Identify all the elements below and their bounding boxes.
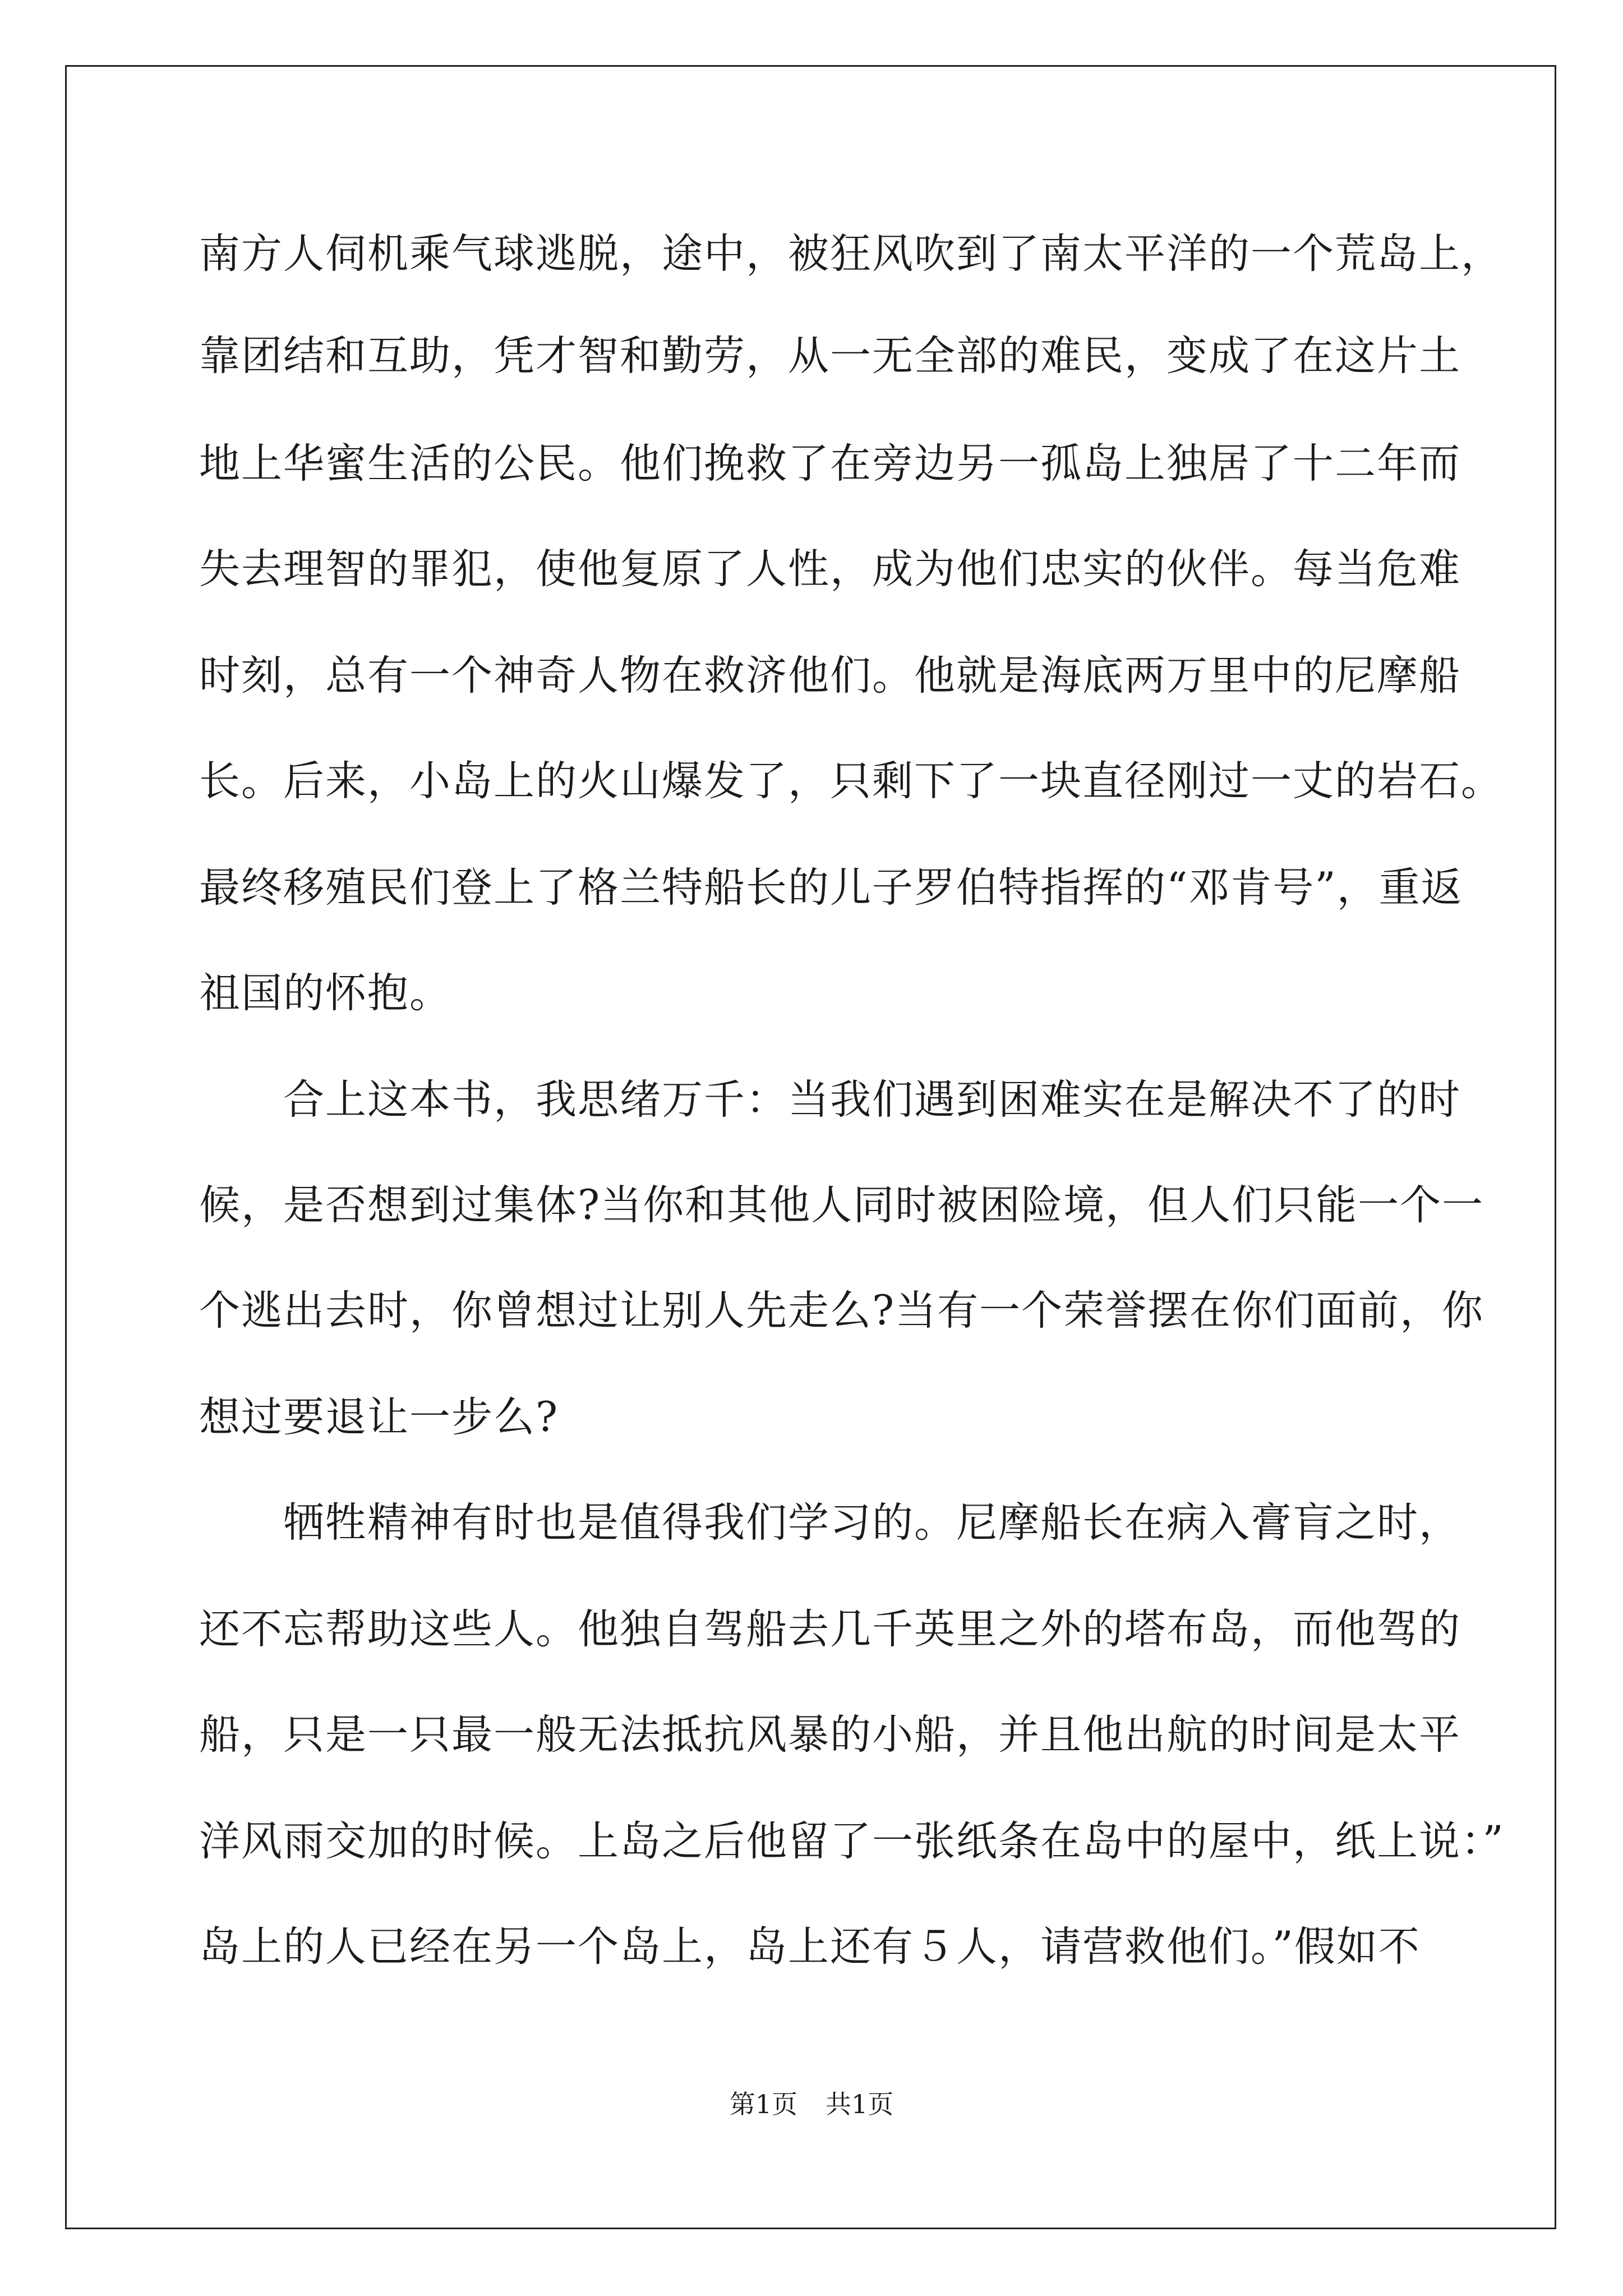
text-line: 祖国的怀抱。	[199, 969, 451, 1017]
text-line: 长。后来，小岛上的火山爆发了，只剩下了一块直径刚过一丈的岩石。	[199, 757, 1503, 805]
text-line: 候，是否想到过集体?当你和其他人同时被困险境，但人们只能一个一	[199, 1181, 1484, 1229]
text-line: 船，只是一只最一般无法抵抗风暴的小船，并且他出航的时间是太平	[199, 1711, 1461, 1759]
text-line: 洋风雨交加的时候。上岛之后他留了一张纸条在岛中的屋中，纸上说：”	[199, 1818, 1505, 1865]
text-line: 岛上的人已经在另一个岛上，岛上还有５人，请营救他们。”假如不	[199, 1923, 1421, 1971]
text-line: 合上这本书，我思绪万千：当我们遇到困难实在是解决不了的时	[199, 1076, 1461, 1124]
page-frame	[65, 65, 1556, 2229]
text-line: 牺牲精神有时也是值得我们学习的。尼摩船长在病入膏肓之时，	[199, 1499, 1461, 1547]
text-line: 个逃出去时，你曾想过让别人先走么?当有一个荣誉摆在你们面前，你	[199, 1287, 1484, 1335]
page-total: 共1页	[826, 2089, 894, 2119]
text-line: 最终移殖民们登上了格兰特船长的儿子罗伯特指挥的“邓肯号”，重返	[199, 864, 1463, 912]
text-line: 想过要退让一步么?	[199, 1393, 559, 1441]
text-line: 时刻，总有一个神奇人物在救济他们。他就是海底两万里中的尼摩船	[199, 652, 1461, 700]
page-number: 第1页	[729, 2089, 797, 2119]
text-line: 南方人伺机乘气球逃脱，途中，被狂风吹到了南太平洋的一个荒岛上，	[199, 230, 1503, 278]
text-line: 地上华蜜生活的公民。他们挽救了在旁边另一孤岛上独居了十二年而	[199, 440, 1461, 487]
text-line: 靠团结和互助，凭才智和勤劳，从一无全部的难民，变成了在这片土	[199, 332, 1461, 380]
text-line: 失去理智的罪犯，使他复原了人性，成为他们忠实的伙伴。每当危难	[199, 545, 1461, 593]
text-line: 还不忘帮助这些人。他独自驾船去几千英里之外的塔布岛，而他驾的	[199, 1605, 1461, 1653]
page-footer	[0, 2091, 1623, 2117]
